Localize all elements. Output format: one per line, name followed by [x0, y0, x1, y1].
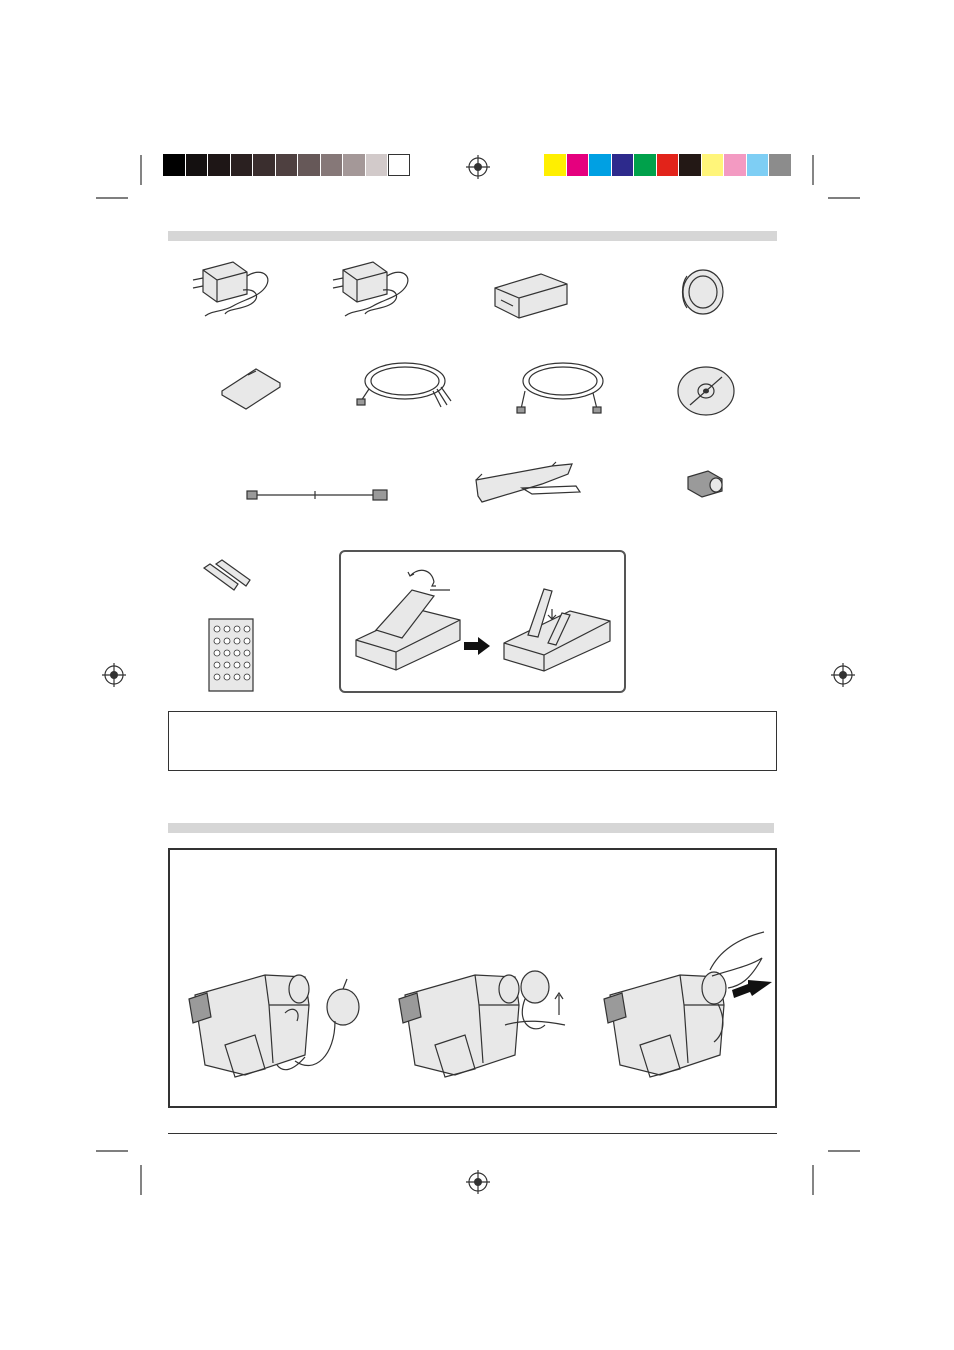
memory-card-icon	[218, 365, 288, 415]
color-swatch	[186, 154, 208, 176]
color-swatch	[634, 154, 656, 176]
color-swatch	[724, 154, 746, 176]
usb-cable-icon	[245, 487, 395, 507]
remote-battery-insert-illustration	[500, 565, 620, 675]
section-header-bar	[168, 231, 777, 241]
ac-adapter-2-icon	[325, 258, 415, 318]
color-swatch	[231, 154, 253, 176]
aa-batteries-icon	[198, 558, 258, 598]
color-swatch	[657, 154, 679, 176]
remote-control-icon	[203, 615, 263, 695]
battery-pack-icon	[491, 270, 571, 320]
color-swatch	[544, 154, 566, 176]
cd-rom-icon	[676, 365, 746, 425]
shoulder-strap-icon	[472, 460, 582, 505]
camcorder-lens-cap-step-1-illustration	[185, 965, 375, 1095]
registration-target-icon	[466, 1170, 490, 1194]
color-swatch	[612, 154, 634, 176]
color-swatch	[163, 154, 185, 176]
registration-target-icon	[102, 663, 126, 687]
color-swatch	[366, 154, 388, 176]
camcorder-lens-cap-step-2-illustration	[395, 965, 585, 1095]
av-cable-icon	[355, 355, 455, 415]
right-arrow-icon	[462, 636, 492, 656]
core-filter-icon	[684, 467, 729, 502]
note-box	[168, 711, 777, 771]
color-swatch	[589, 154, 611, 176]
registration-target-icon	[831, 663, 855, 687]
color-swatch	[208, 154, 230, 176]
color-swatch	[253, 154, 275, 176]
color-swatch	[567, 154, 589, 176]
color-swatch	[769, 154, 791, 176]
section-header-bar	[168, 823, 774, 833]
ac-adapter-1-icon	[185, 258, 275, 318]
remote-battery-cover-open-illustration	[350, 560, 470, 670]
color-swatch	[702, 154, 724, 176]
color-swatch	[321, 154, 343, 176]
color-swatch	[679, 154, 701, 176]
color-swatch	[747, 154, 769, 176]
color-swatch	[298, 154, 320, 176]
registration-target-icon	[466, 155, 490, 179]
camcorder-lens-cap-step-3-illustration	[600, 930, 790, 1090]
color-swatch	[388, 154, 410, 176]
lens-cap-icon	[677, 266, 727, 316]
color-swatch	[343, 154, 365, 176]
color-swatch	[276, 154, 298, 176]
bottom-rule	[168, 1133, 777, 1134]
s-video-cable-icon	[513, 355, 613, 415]
